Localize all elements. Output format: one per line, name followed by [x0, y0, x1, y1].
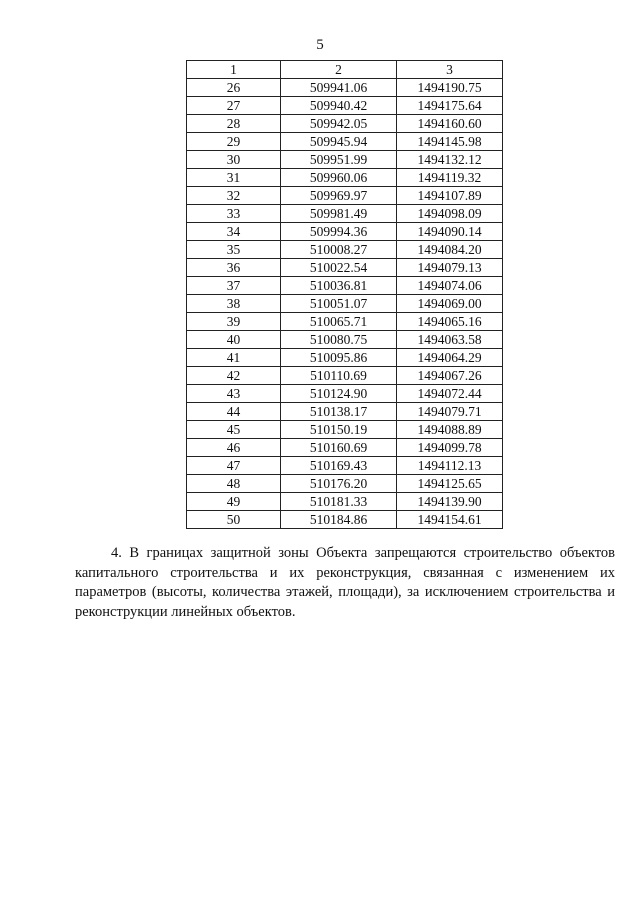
- point-number-cell: 47: [187, 457, 281, 475]
- table-row: [187, 349, 503, 367]
- coordinates-table: [186, 60, 503, 529]
- x-coordinate-cell: 510036.81: [281, 277, 397, 295]
- column-header-y: 3: [397, 61, 503, 79]
- table-row: [187, 241, 503, 259]
- table-body: [187, 79, 503, 529]
- x-coordinate-cell: 509969.97: [281, 187, 397, 205]
- y-coordinate-cell: 1494065.16: [397, 313, 503, 331]
- x-coordinate-cell: 510181.33: [281, 493, 397, 511]
- x-coordinate-cell: 510169.43: [281, 457, 397, 475]
- y-coordinate-cell: 1494112.13: [397, 457, 503, 475]
- y-coordinate-cell: 1494145.98: [397, 133, 503, 151]
- y-coordinate-cell: 1494090.14: [397, 223, 503, 241]
- y-coordinate-cell: 1494088.89: [397, 421, 503, 439]
- y-coordinate-cell: 1494079.71: [397, 403, 503, 421]
- x-coordinate-cell: 509951.99: [281, 151, 397, 169]
- y-coordinate-cell: 1494063.58: [397, 331, 503, 349]
- table-row: [187, 313, 503, 331]
- table-row: [187, 187, 503, 205]
- y-coordinate-cell: 1494132.12: [397, 151, 503, 169]
- restriction-paragraph: 4. В границах защитной зоны Объекта запрещаются строительство объектов капитального строительства и их реконструкция, связанная с изменением их параметров (высоты, количества этажей, площади), за исключением строительства и реконструкции линейных объектов.: [75, 545, 615, 620]
- point-number-cell: 28: [187, 115, 281, 133]
- x-coordinate-cell: 510065.71: [281, 313, 397, 331]
- table-row: [187, 439, 503, 457]
- point-number-cell: 38: [187, 295, 281, 313]
- point-number-cell: 33: [187, 205, 281, 223]
- point-number-cell: 45: [187, 421, 281, 439]
- x-coordinate-cell: 509941.06: [281, 79, 397, 97]
- point-number-cell: 42: [187, 367, 281, 385]
- y-coordinate-cell: 1494160.60: [397, 115, 503, 133]
- point-number-cell: 49: [187, 493, 281, 511]
- x-coordinate-cell: 510138.17: [281, 403, 397, 421]
- point-number-cell: 48: [187, 475, 281, 493]
- table-row: [187, 115, 503, 133]
- x-coordinate-cell: 509994.36: [281, 223, 397, 241]
- x-coordinate-cell: 510080.75: [281, 331, 397, 349]
- point-number-cell: 27: [187, 97, 281, 115]
- point-number-cell: 50: [187, 511, 281, 529]
- table-row: [187, 331, 503, 349]
- x-coordinate-cell: 509945.94: [281, 133, 397, 151]
- y-coordinate-cell: 1494072.44: [397, 385, 503, 403]
- column-header-x: 2: [281, 61, 397, 79]
- table-row: [187, 205, 503, 223]
- point-number-cell: 41: [187, 349, 281, 367]
- point-number-cell: 35: [187, 241, 281, 259]
- y-coordinate-cell: 1494074.06: [397, 277, 503, 295]
- y-coordinate-cell: 1494175.64: [397, 97, 503, 115]
- x-coordinate-cell: 510110.69: [281, 367, 397, 385]
- x-coordinate-cell: 510008.27: [281, 241, 397, 259]
- table-row: [187, 493, 503, 511]
- point-number-cell: 46: [187, 439, 281, 457]
- x-coordinate-cell: 510022.54: [281, 259, 397, 277]
- y-coordinate-cell: 1494098.09: [397, 205, 503, 223]
- table-row: [187, 259, 503, 277]
- y-coordinate-cell: 1494139.90: [397, 493, 503, 511]
- table-row: [187, 151, 503, 169]
- table-row: [187, 133, 503, 151]
- point-number-cell: 29: [187, 133, 281, 151]
- y-coordinate-cell: 1494084.20: [397, 241, 503, 259]
- y-coordinate-cell: 1494190.75: [397, 79, 503, 97]
- point-number-cell: 37: [187, 277, 281, 295]
- point-number-cell: 26: [187, 79, 281, 97]
- table-row: [187, 475, 503, 493]
- y-coordinate-cell: 1494064.29: [397, 349, 503, 367]
- table-row: [187, 403, 503, 421]
- x-coordinate-cell: 509942.05: [281, 115, 397, 133]
- point-number-cell: 34: [187, 223, 281, 241]
- y-coordinate-cell: 1494125.65: [397, 475, 503, 493]
- table-row: [187, 511, 503, 529]
- x-coordinate-cell: 510051.07: [281, 295, 397, 313]
- y-coordinate-cell: 1494067.26: [397, 367, 503, 385]
- y-coordinate-cell: 1494099.78: [397, 439, 503, 457]
- table-row: [187, 277, 503, 295]
- y-coordinate-cell: 1494107.89: [397, 187, 503, 205]
- point-number-cell: 44: [187, 403, 281, 421]
- y-coordinate-cell: 1494154.61: [397, 511, 503, 529]
- table-row: [187, 421, 503, 439]
- table-header-row: [187, 61, 503, 79]
- point-number-cell: 32: [187, 187, 281, 205]
- table-row: [187, 223, 503, 241]
- point-number-cell: 30: [187, 151, 281, 169]
- x-coordinate-cell: 509960.06: [281, 169, 397, 187]
- x-coordinate-cell: 510150.19: [281, 421, 397, 439]
- x-coordinate-cell: 510176.20: [281, 475, 397, 493]
- x-coordinate-cell: 510184.86: [281, 511, 397, 529]
- y-coordinate-cell: 1494069.00: [397, 295, 503, 313]
- point-number-cell: 43: [187, 385, 281, 403]
- table-row: [187, 169, 503, 187]
- page-number: 5: [316, 37, 324, 53]
- x-coordinate-cell: 509940.42: [281, 97, 397, 115]
- point-number-cell: 39: [187, 313, 281, 331]
- y-coordinate-cell: 1494119.32: [397, 169, 503, 187]
- x-coordinate-cell: 510095.86: [281, 349, 397, 367]
- table-row: [187, 457, 503, 475]
- point-number-cell: 36: [187, 259, 281, 277]
- point-number-cell: 31: [187, 169, 281, 187]
- column-header-point-number: 1: [187, 61, 281, 79]
- table-row: [187, 97, 503, 115]
- y-coordinate-cell: 1494079.13: [397, 259, 503, 277]
- x-coordinate-cell: 510160.69: [281, 439, 397, 457]
- x-coordinate-cell: 509981.49: [281, 205, 397, 223]
- table-row: [187, 367, 503, 385]
- table-row: [187, 295, 503, 313]
- table-row: [187, 79, 503, 97]
- point-number-cell: 40: [187, 331, 281, 349]
- x-coordinate-cell: 510124.90: [281, 385, 397, 403]
- table-row: [187, 385, 503, 403]
